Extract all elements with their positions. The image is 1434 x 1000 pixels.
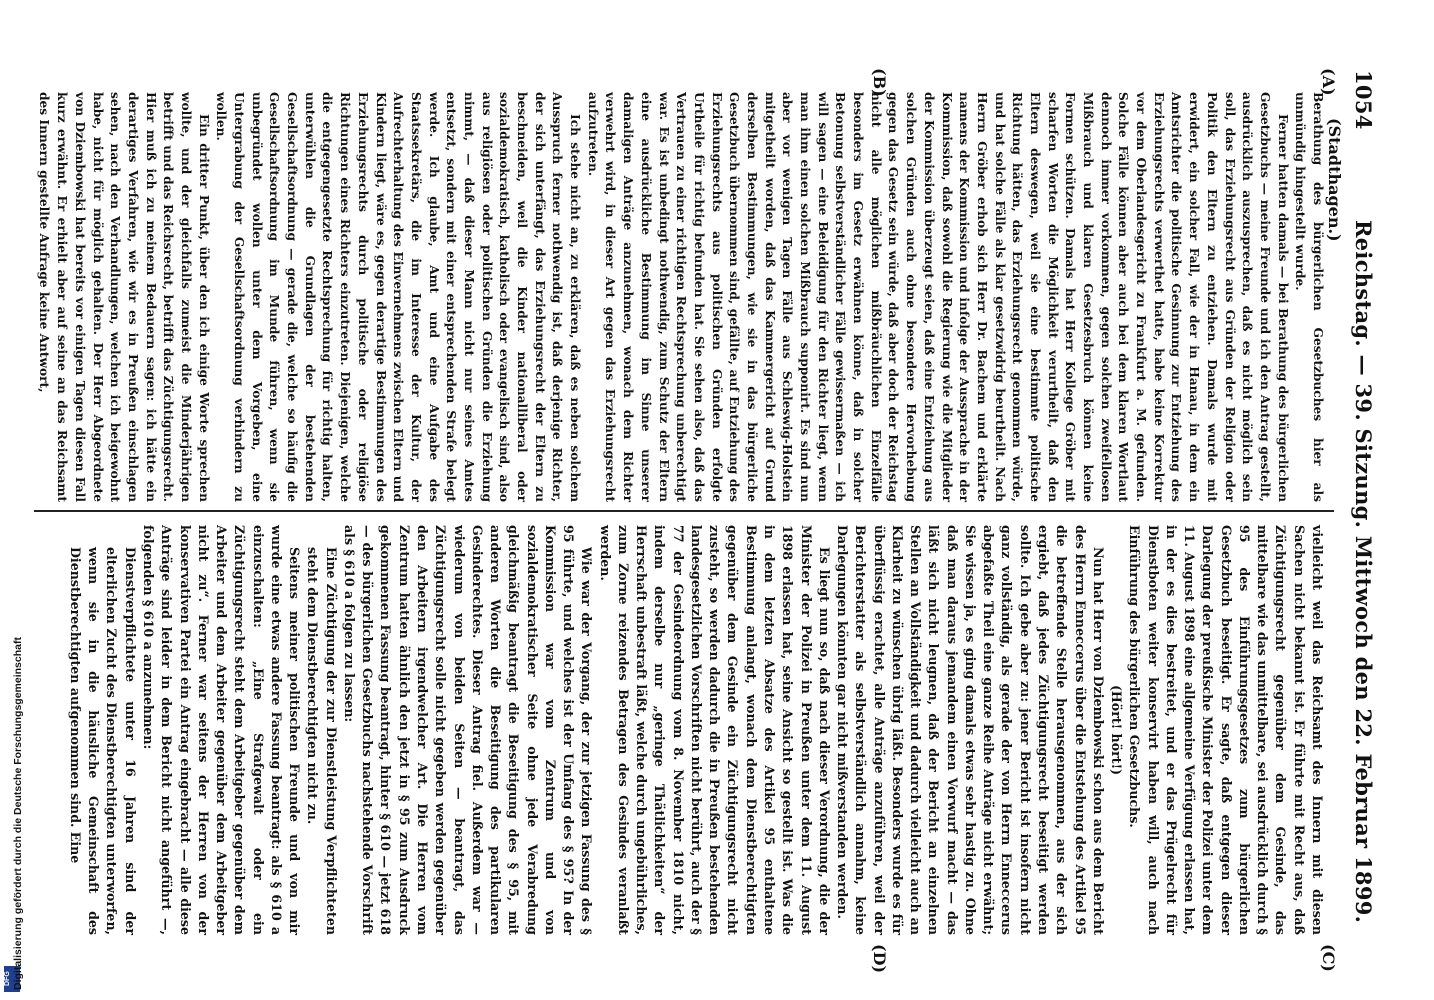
paragraph: Es liegt nun so, daß nach dieser Verordnung, die der Minister der Polizei in Preußen unter dem 11. August 1898 erlassen hat, seine Ansicht so gestellt ist. Was die in dem letzten Absatze des Artikel 95 enthaltene Bestimmung anlangt, wonach dem Dienstberechtigten gegenüber dem Gesinde ein Züchtigungsrecht nicht zusteht, so werden dadurch die in Preußen bestehenden landesgesetzlichen Vorschriften nicht berührt, auch der § 77 der Gesindeordnung vom 8. November 1810 nicht, indem derselbe nur „geringe Thätlichkeiten“ der Herrschaft unbestraft läßt, welche durch ungebührliches, zum Zorne reizendes Betragen des Gesindes veranlaßt werden. (597, 525, 832, 935)
right-column (66, 525, 1326, 935)
quoted-provision: Dienstverpflichtete unter 16 Jahren sind der elterlichen Zucht des Dienstberechtigten unterworfen, wenn sie in die häusliche Gemeinschaft des Dienstberechtigten aufgenommen sind. Eine (67, 547, 138, 935)
paragraph: Berathung des bürgerlichen Gesetzbuches hier als unmündig hingestellt wurde. (1293, 92, 1325, 502)
paragraph: Wie war der Vorgang, der zur jetzigen Fassung des § 95 führte, und welches ist der Umfang des § 95? In der Kommission war vom Zentrum und von sozialdemokratischer Seite ohne jede Verabredung gleichmäßig beantragt die Beseitigung des § 95, mit anderen Worten die Beseitigung des partikularen Gesinderechtes. Dieser Antrag fiel. Außerdem war — wiederum von beiden Seiten — beantragt, das Züchtigungsrecht solle nicht gegeben werden gegenüber den Arbeitern irgendwelcher Art. Die Herren vom Zentrum hatten ähnlich den jetzt in § 95 zum Ausdruck gekommenen Fassung beantragt, hinter § 610 — jetzt 618 — des bürgerlichen Gesetzbuchs nachstehende Vorschrift als § 610 a folgen zu lassen: (341, 525, 595, 935)
page-number: 1054 (1351, 70, 1376, 130)
margin-letter-c: (C) (1319, 944, 1338, 972)
column-divider (34, 510, 1334, 512)
paragraph: Nun hat Herr von Dziembowski schon aus dem Bericht des Herrn Enneccerus über die Entstehung des Artikel 95 die betreffende Stelle herausgenommen, aus der sich ergiebt, daß jedes Züchtigungsrecht beseitigt werden sollte. Ich gebe aber zu: jener Bericht ist insofern nicht ganz vollständig, als gerade der von Herrn Enneccerus abgefaßte Theil eine ganze Reihe Anträge nicht erwähnt; Sie wissen ja, es ging damals etwas sehr hastig zu. Ohne daß man daraus jemandem einen Vorwurf macht — das läßt sich nicht leugnen, daß der Bericht an einzelnen Stellen an Vollständigkeit und dadurch vielleicht auch an Klarheit zu wünschen übrig läßt. Besonders wurde es für überflüssig erachtet, alle Anträge anzuführen, weil der Berichterstatter als selbstverständlich annahm, keine Darlegungen könnten gar nicht mißverstanden werden. (835, 525, 1106, 935)
paragraph: Seitens meiner politischen Freunde und von mir wurde eine etwas andere Fassung beantragt: als § 610 a einzuschalten: „Eine Strafgewalt oder ein Züchtigungsrecht steht dem Arbeitgeber gegenüber dem Arbeiter und dem Arbeiter gegenüber dem Arbeitgeber nicht zu“. Ferner war seitens der Herren von der konservativen Partei ein Antrag eingebracht — alle diese Anträge sind leider in dem Bericht nicht angeführt —, folgenden § 610 a anzunehmen: (141, 525, 303, 935)
margin-letter-a: (A) (1319, 68, 1338, 96)
quoted-provision: Eine Züchtigung der zur Dienstleistung Verpflichteten steht dem Dienstberechtigten nicht zu. (305, 547, 339, 935)
paragraph: Ich stehe nicht an, zu erklären, daß es neben solchem Ausspruch ferner nothwendig ist, daß derjenige Richter, der sich unterfängt, das Erziehungsrecht der Eltern zu beschneiden, weil die Kinder nationalliberal oder sozialdemokratisch, katholisch oder evangelisch sind, also aus religiösen oder politischen Gründen die Erziehung nimmt, — daß dieser Mann nicht nur seines Amtes entsetzt, sondern mit einer entsprechenden Strafe belegt werde. Ich glaube, Amt und eine Aufgabe des Staatssekretärs, die im Interesse der Kultur, der Aufrechterhaltung des Einvernehmens zwischen Eltern und Kindern liegt, wäre es, gegen derartige Bestimmungen des Erziehungsrechts durch politische oder religiöse Richtungen eines Richters einzutreten. Diejenigen, welche die entgegengesetzte Rechtsprechung für richtig halten, unterwühlen die Grundlagen der bestehenden Gesellschaftsordnung — gerade die, welche so häufig die Gesellschaftsordnung im Munde führen, wenn sie unbegründet wollen unter dem Vorgeben, eine Untergrabung der Gesellschaftsordnung verhindern zu wollen. (214, 92, 583, 502)
paragraph: Ferner hatten damals — bei Berathung des bürgerlichen Gesetzbuchs — meine Freunde und ich den Antrag gestellt, ausdrücklich auszusprechen, daß es nicht möglich sein soll, das Erziehungsrecht aus Gründen der Religion oder Politik den Eltern zu entziehen. Damals wurde mit erwidert, ein solcher Fall, wie der in Hanau, in dem ein Amtsrichter die politische Gesinnung zur Entziehung des Erziehungsrechts verwerthet hatte, habe keine Korrektur vor dem Oberlandesgericht zu Frankfurt a. M. gefunden. Solche Fälle können aber auch bei dem klaren Wortlaut dennoch immer vorkommen, gegen solchen zweifellosen Mißbrauch und klaren Gesetzesbruch können keine Formen schützen. Damals hat Herr Kollege Gröber mit scharfen Worten die Möglichkeit verurtheilt, daß den Eltern deswegen, weil sie eine bestimmte politische Richtung hätten, das Erziehungsrecht genommen würde, und hat solche Fälle als klar gesetzwidrig beurtheilt. Nach Herrn Gröber erhob sich Herr Dr. Bachem und erklärte namens der Kommission und infolge der Aussprache in der Kommission, daß sowohl die Regierung wie die Mitglieder der Kommission überzeugt seien, daß eine Entziehung aus solchen Gründen auch ohne besondere Hervorhebung gegen das Gesetz sein würde, daß aber doch der Reichstag nicht alle möglichen mißbräuchlichen Einzelfälle besonders im Gesetz erwähnen könne, daß in solcher Betonung selbstverständlicher Fälle gewissermaßen — ich will sagen — eine Beleidigung für den Richter liegt, wenn man ihm einen solchen Mißbrauch supponirt. Es sind nun aber vor wenigen Tagen Fälle aus Schleswig-Holstein mitgetheilt worden, daß das Kammergericht auf Grund derselben Bestimmungen, wie sie in das bürgerliche Gesetzbuch übernommen sind, gefällte, auf Entziehung des Erziehungsrechts aus politischen Gründen erfolgte Urtheile für richtig befunden hat. Sie sehen also, daß das Vertrauen zu einer richtigen Rechtsprechung unberechtigt war. Es ist unbedingt nothwendig, zum Schutz der Eltern eine ausdrückliche Bestimmung im Sinne unserer damaligen Anträge anzunehmen, wonach dem Richter verwehrt wird, in dieser Art gegen das Erziehungsrecht aufzutreten. (585, 92, 1290, 502)
digitization-credit: Digitalisierung gefördert durch die Deutsche Forschungsgemeinschaft (12, 637, 24, 990)
paragraph: vielleicht weil das Reichsamt des Innern mit diesen Sachen nicht bekannt ist. Er führte mit Recht aus, daß Züchtigungsrecht gegenüber dem Gesinde, das mittelbare wie das unmittelbare, sei ausdrücklich durch § 95 des Einführungsgesetzes zum bürgerlichen Gesetzbuch beseitigt. Er sagte, daß entgegen dieser Darlegung der preußische Minister der Polizei unter dem 11. August 1898 eine allgemeine Verfügung erlassen hat, in der es dies bestreitet, und er das Prügelrecht für Dienstboten weiter konservirt haben will, auch nach Einführung des bürgerlichen Gesetzbuchs. (1127, 525, 1325, 935)
paragraph: Ein dritter Punkt, über den ich einige Worte sprechen wollte, und der gleichfalls zumeist die Minderjährigen betrifft und das Reichsrecht, betrifft das Züchtigungsrecht. Hier muß ich zu meinem Bedauern sagen: ich hätte ein derartiges Verfahren, wie wir es in Preußen einschlagen sehen, nach den Verhandlungen, welchen ich beigewohnt habe, nicht für möglich gehalten. Der Herr Abgeordnete von Dziembowski hat bereits vor einigen Tagen diesen Fall kurz erwähnt. Er erhielt aber auf seine an das Reichsamt des Innern gestellte Anfrage keine Antwort, (37, 92, 211, 502)
dfg-logo: DFG (4, 966, 20, 992)
margin-letter-d: (D) (870, 944, 889, 974)
margin-letter-b: (B) (870, 68, 889, 97)
running-title: Reichstag. — 39. Sitzung. Mittwoch den 22. Februar 1899. (1351, 220, 1376, 924)
left-column (35, 92, 1326, 502)
speaker-label: (Stadthagen.) (1325, 118, 1344, 242)
interjection: (Hört! hört!) (1109, 684, 1125, 776)
